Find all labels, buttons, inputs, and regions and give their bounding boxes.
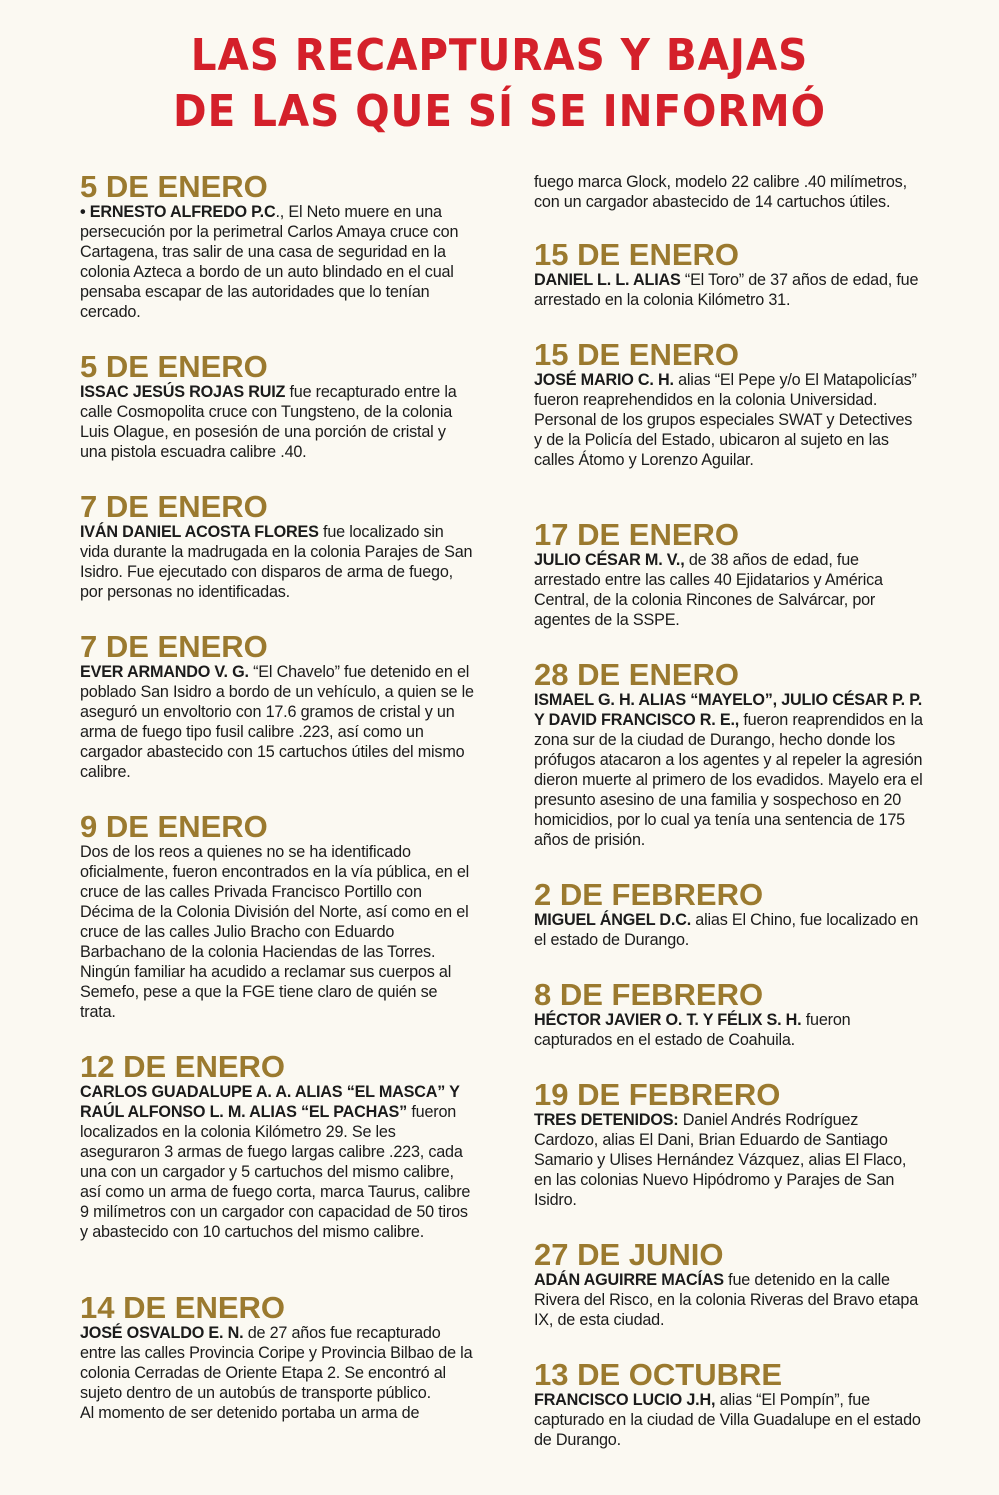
entry	[534, 657, 924, 850]
entry-text: fueron reaprendidos en la zona sur de la ciudad de Durango, hecho donde los prófugos atacaron a los agentes y al repeler la agresión dieron muerte al primero de los evadidos. Mayelo era el presunto asesino de una familia y sospechoso en 20 homicidios, por lo cual ya tenía una sentencia de 175 años de prisión.	[534, 711, 923, 849]
entry	[534, 517, 924, 630]
entry-body	[80, 1323, 475, 1423]
entry-body	[534, 690, 924, 850]
entry-text: ., El Neto muere en una persecución por la perimetral Carlos Amaya cruce con Cartagena, tras salir de una casa de seguridad en la colonia Azteca a bordo de un auto blindado en el cual pensaba escapar de las autoridades que lo tenían cercado.	[80, 203, 459, 321]
entry-text: de 27 años fue recapturado entre las calles Provincia Coripe y Provincia Bilbao de la colonia Cerradas de Oriente Etapa 2. Se encontró al sujeto dentro de un autobús de transporte público. Al momento de ser detenido portaba un arma de	[80, 1324, 473, 1422]
entry-text: fue recapturado entre la calle Cosmopolita cruce con Tungsteno, de la colonia Luis Olague, en posesión de una porción de cristal y una pistola escuadra calibre .40.	[80, 383, 457, 461]
entry	[80, 489, 475, 602]
entry-body	[80, 842, 475, 1022]
entry-body	[534, 270, 924, 310]
entry-date: 19 DE FEBRERO	[534, 1077, 781, 1112]
entry	[80, 349, 475, 462]
entry-date: 14 DE ENERO	[80, 1290, 286, 1325]
title-line-1: LAS RECAPTURAS Y BAJAS	[190, 30, 809, 81]
entry-text: fueron localizados en la colonia Kilómetro 29. Se les aseguraron 3 armas de fuego largas calibre .223, cada una con un cargador y 5 cartuchos del mismo calibre, así como un arma de fuego corta, marca Taurus, calibre 9 milímetros con un cargador con capacidad de 50 tiros y abastecido con 10 cartuchos del mismo calibre.	[80, 1103, 471, 1241]
entry	[534, 877, 924, 950]
entry	[80, 1290, 475, 1423]
entry-date: 27 DE JUNIO	[534, 1237, 724, 1272]
entry-name: JULIO CÉSAR M. V.,	[534, 551, 685, 569]
entry-body	[534, 550, 924, 630]
entry-name: IVÁN DANIEL ACOSTA FLORES	[80, 523, 319, 541]
entry-text: Dos de los reos a quienes no se ha identificado oficialmente, fueron encontrados en la vía pública, en el cruce de las calles Privada Francisco Portillo con Décima de la Colonia División del Norte, así como en el cruce de las calles Julio Bracho con Eduardo Barbachano de la colonia Haciendas de las Torres. Ningún familiar ha acudido a reclamar sus cuerpos al Semefo, pese a que la FGE tiene claro de quién se trata.	[80, 843, 470, 1021]
entry-date: 7 DE ENERO	[80, 629, 268, 664]
page-title	[40, 28, 959, 140]
title-line-2: DE LAS QUE SÍ SE INFORMÓ	[173, 86, 826, 137]
entry-date: 2 DE FEBRERO	[534, 877, 764, 912]
entry	[534, 1077, 924, 1210]
entry-date: 13 DE OCTUBRE	[534, 1357, 783, 1392]
entry-body	[534, 1010, 924, 1050]
entry-text: alias “El Pompín”, fue capturado en la ciudad de Villa Guadalupe en el estado de Durango.	[534, 1391, 921, 1449]
entry-name: CARLOS GUADALUPE A. A. ALIAS “EL MASCA” Y RAÚL ALFONSO L. M. ALIAS “EL PACHAS”	[80, 1083, 460, 1121]
entry	[534, 237, 924, 310]
entry-date: 15 DE ENERO	[534, 337, 740, 372]
entry-name: ISSAC JESÚS ROJAS RUIZ	[80, 383, 286, 401]
entry-date: 17 DE ENERO	[534, 517, 740, 552]
entry-text: fue localizado sin vida durante la madrugada en la colonia Parajes de San Isidro. Fue ejecutado con disparos de arma de fuego, por personas no identificadas.	[80, 523, 473, 601]
entry-text: de 38 años de edad, fue arrestado entre las calles 40 Ejidatarios y América Central, de la colonia Rincones de Salvárcar, por agentes de la SSPE.	[534, 551, 883, 629]
entry-name: DANIEL L. L. ALIAS	[534, 271, 681, 289]
entry	[80, 169, 475, 322]
entry-body	[80, 1082, 475, 1242]
entry-text: Daniel Andrés Rodríguez Cardozo, alias El Dani, Brian Eduardo de Santiago Samario y Ulises Hernández Vázquez, alias El Flaco, en las colonias Nuevo Hipódromo y Parajes de San Isidro.	[534, 1111, 907, 1209]
entry-body	[534, 1270, 924, 1330]
entry-body	[534, 370, 924, 470]
entry-date: 7 DE ENERO	[80, 489, 268, 524]
entry-text: fueron capturados en el estado de Coahuila.	[534, 1011, 851, 1049]
entry-name: EVER ARMANDO V. G.	[80, 663, 249, 681]
entry-body	[534, 1110, 924, 1210]
entry	[534, 1357, 924, 1450]
entry-date: 5 DE ENERO	[80, 169, 268, 204]
entry-text: alias “El Pepe y/o El Matapolicías” fueron reaprehendidos en la colonia Universidad. Personal de los grupos especiales SWAT y Detectives y de la Policía del Estado, ubicaron al sujeto en las calles Átomo y Lorenzo Aguilar.	[534, 371, 917, 469]
entry-text: alias El Chino, fue localizado en el estado de Durango.	[534, 911, 919, 949]
entry-date: 8 DE FEBRERO	[534, 977, 764, 1012]
entry-name: • ERNESTO ALFREDO P.C	[80, 203, 276, 221]
entry-body	[80, 522, 475, 602]
entry	[534, 1237, 924, 1330]
entry-date: 9 DE ENERO	[80, 809, 268, 844]
entry-body	[80, 202, 475, 322]
entry	[534, 977, 924, 1050]
entry-date: 12 DE ENERO	[80, 1049, 286, 1084]
entry-name: MIGUEL ÁNGEL D.C.	[534, 911, 691, 929]
entry-body	[534, 1390, 924, 1450]
entry-text: “El Chavelo” fue detenido en el poblado San Isidro a bordo de un vehículo, a quien se le aseguró un envoltorio con 17.6 gramos de cristal y un arma de fuego tipo fusil calibre .223, así como un cargador abastecido con 15 cartuchos útiles del mismo calibre.	[80, 663, 474, 781]
entry-body	[80, 382, 475, 462]
entry-name: HÉCTOR JAVIER O. T. Y FÉLIX S. H.	[534, 1011, 802, 1029]
entry-name: FRANCISCO LUCIO J.H,	[534, 1391, 716, 1409]
entry	[80, 809, 475, 1022]
entry-name: TRES DETENIDOS:	[534, 1111, 679, 1129]
entry-text: “El Toro” de 37 años de edad, fue arrestado en la colonia Kilómetro 31.	[534, 271, 919, 309]
entry	[534, 337, 924, 470]
entry-name: JOSÉ MARIO C. H.	[534, 371, 674, 389]
entry-name: JOSÉ OSVALDO E. N.	[80, 1324, 244, 1342]
continued-text: fuego marca Glock, modelo 22 calibre .40 milímetros, con un cargador abastecido de 14 cartuchos útiles.	[534, 173, 907, 211]
entry	[80, 629, 475, 782]
entry	[80, 1049, 475, 1242]
entry-name: ISMAEL G. H. ALIAS “MAYELO”, JULIO CÉSAR P. P. Y DAVID FRANCISCO R. E.,	[534, 691, 923, 729]
entry-date: 28 DE ENERO	[534, 657, 740, 692]
entry-text: fue detenido en la calle Rivera del Risco, en la colonia Riveras del Bravo etapa IX, de esta ciudad.	[534, 1271, 918, 1329]
entry-name: ADÁN AGUIRRE MACÍAS	[534, 1271, 724, 1289]
entry-body	[80, 662, 475, 782]
entry-body	[534, 910, 924, 950]
entry-date: 5 DE ENERO	[80, 349, 268, 384]
entry-date: 15 DE ENERO	[534, 237, 740, 272]
